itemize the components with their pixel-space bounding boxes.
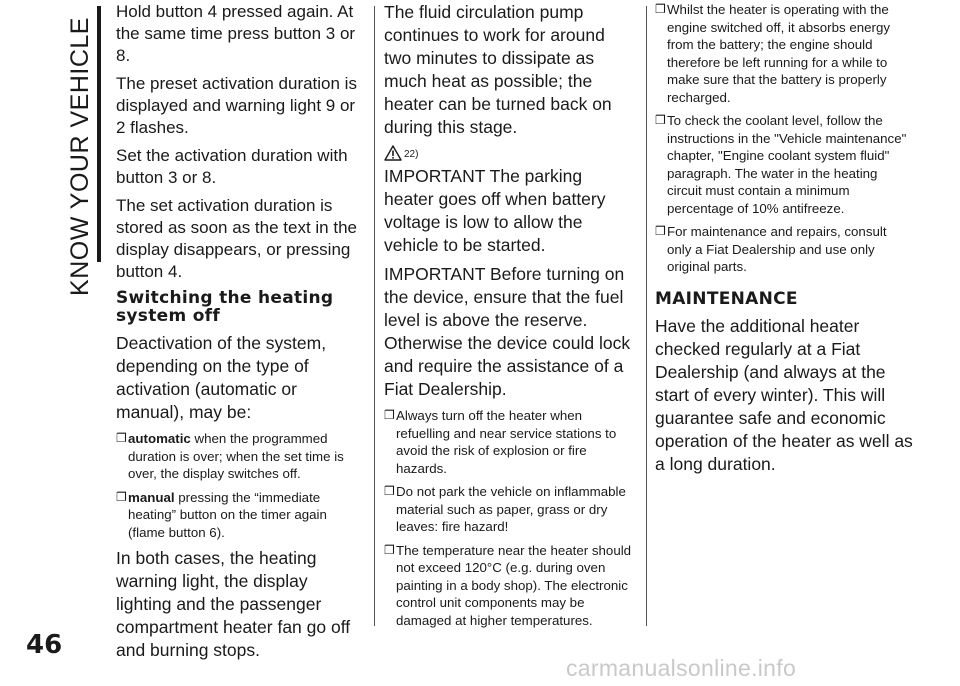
- column-middle: [384, 1, 636, 635]
- paragraph: IMPORTANT Before turning on the device, ensure that the fuel level is above the reserve. Otherwise the device could lock and require the assistance of a Fiat Dealership.: [384, 264, 631, 399]
- watermark: carmanualsonline.info: [566, 655, 797, 681]
- paragraph: In both cases, the heating warning light, the display lighting and the passenger compartment heater fan go off and burning stops.: [116, 548, 351, 660]
- paragraph: Hold button 4 pressed again. At the same time press button 3 or 8.: [116, 2, 356, 65]
- list-item: [655, 1, 913, 106]
- list-item: [116, 430, 362, 483]
- column-right: [655, 1, 913, 482]
- page-number: 46: [26, 630, 63, 660]
- warning-triangle-icon: [384, 145, 402, 161]
- warning-reference: [384, 145, 636, 161]
- list-item-text: Always turn off the heater when refuelling and near service stations to avoid the risk of explosion or fire hazards.: [396, 408, 617, 476]
- list-item: [384, 542, 636, 630]
- list-item: [655, 223, 913, 276]
- paragraph: Set the activation duration with button 3 or 8.: [116, 146, 348, 187]
- column-divider: [374, 6, 375, 626]
- list-item: [384, 483, 636, 536]
- section-tab: [60, 6, 100, 306]
- checkbox-bullet-icon: ❒: [384, 542, 395, 557]
- list-item: [655, 112, 913, 217]
- list-item-text: pressing the “immediate heating” button on the timer again (flame button 6).: [128, 489, 327, 540]
- list-item-text: when the programmed duration is over; when the set time is over, the display switches off.: [128, 431, 344, 481]
- paragraph: IMPORTANT The parking heater goes off when battery voltage is low to allow the vehicle to be started.: [384, 166, 606, 255]
- checkbox-bullet-icon: ❒: [116, 489, 127, 504]
- section-heading: Switching the heating system off: [116, 288, 334, 326]
- paragraph: The set activation duration is stored as soon as the text in the display disappears, or pressing button 4.: [116, 196, 357, 281]
- checkbox-bullet-icon: ❒: [655, 2, 666, 16]
- list-item-term: manual: [128, 489, 175, 505]
- paragraph: The preset activation duration is displayed and warning light 9 or 2 flashes.: [116, 74, 357, 137]
- list-item-text: To check the coolant level, follow the instructions in the "Vehicle maintenance" chapter, "Engine coolant system fluid" paragraph. The water in the heating circuit must contain a minimum percentage of 10% antifreeze.: [667, 113, 907, 216]
- section-tab-label: KNOW YOUR VEHICLE: [65, 16, 94, 296]
- list-item-text: The temperature near the heater should not exceed 120°C (e.g. during oven painting in a body shop). The electronic control unit components may be damaged at higher temperatures.: [396, 542, 632, 628]
- section-tab-rule: [97, 6, 101, 262]
- checkbox-bullet-icon: ❒: [384, 484, 395, 498]
- paragraph: Have the additional heater checked regularly at a Fiat Dealership (and always at the start of every winter). This will guarantee safe and economic operation of the heater as well as a long duration.: [655, 315, 913, 474]
- checkbox-bullet-icon: ❒: [384, 408, 395, 422]
- checkbox-bullet-icon: ❒: [116, 431, 127, 445]
- column-divider: [646, 6, 647, 626]
- checkbox-bullet-icon: ❒: [655, 113, 666, 127]
- list-item-text: Do not park the vehicle on inflammable material such as paper, grass or dry leaves: fire hazard!: [396, 484, 626, 534]
- column-left: [116, 1, 362, 668]
- list-item-term: automatic: [128, 431, 191, 446]
- paragraph: The fluid circulation pump continues to work for around two minutes to dissipate as much heat as possible; the heater can be turned back on during this stage.: [384, 2, 612, 137]
- list-item-text: For maintenance and repairs, consult only a Fiat Dealership and use only original parts.: [667, 224, 887, 274]
- warning-ref-label: 22): [404, 149, 419, 160]
- paragraph: Deactivation of the system, depending on the type of activation (automatic or manual), may be:: [116, 333, 327, 422]
- list-item-text: Whilst the heater is operating with the engine switched off, it absorbs energy from the battery; the engine should therefore be left running for a while to make sure that the battery is properly recharged.: [667, 2, 890, 105]
- checkbox-bullet-icon: ❒: [655, 224, 666, 238]
- list-item: [384, 407, 636, 477]
- section-heading: MAINTENANCE: [655, 288, 798, 309]
- list-item: [116, 489, 362, 542]
